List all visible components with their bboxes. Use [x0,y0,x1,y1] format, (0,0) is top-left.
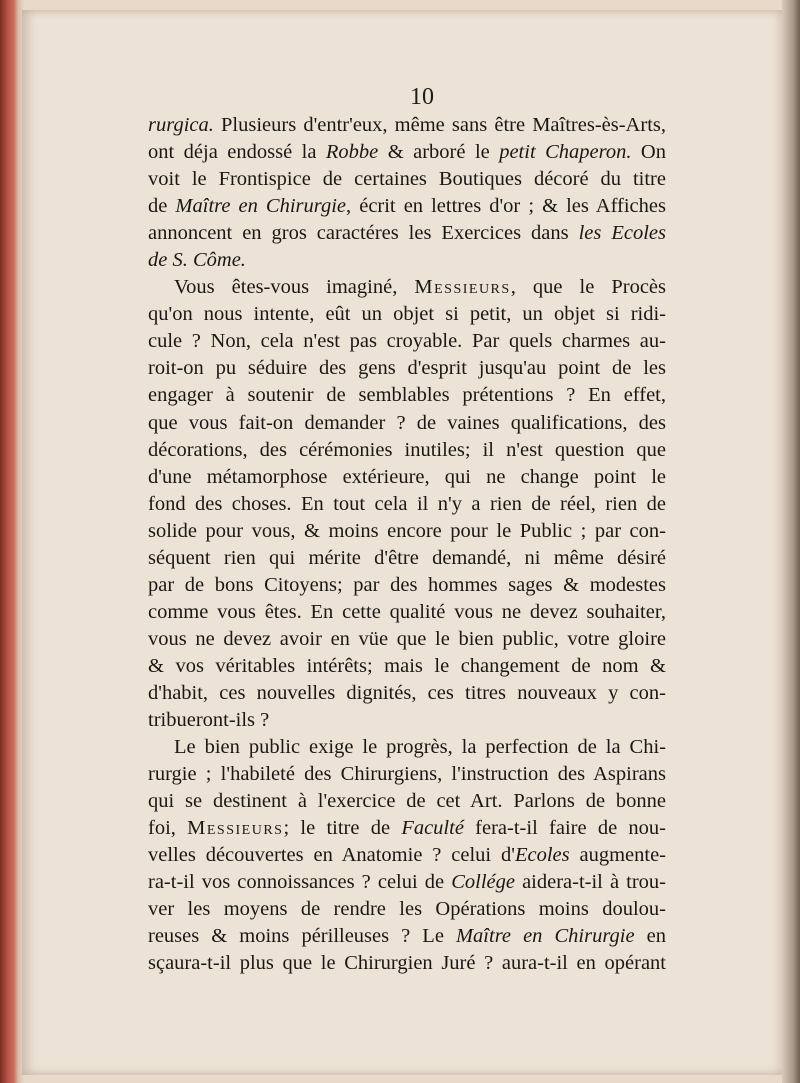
text-line [148,410,666,437]
text-line [148,599,666,626]
text-line [148,923,666,950]
text-line [148,788,666,815]
text-run: augmente- [569,844,667,867]
text-run: de [148,195,176,218]
text-run: fond des choses. En tout cela il n'y a rien de réel, rien de [148,492,666,515]
text-run: Le bien public exige le progrès, la perfection de la Chi- [174,736,666,759]
text-run: , que le Procès [510,276,666,299]
text-run: ver les moyens de rendre les Opérations moins doulou- [148,898,666,921]
italic-text: rurgica. [148,114,214,136]
text-run: roit-on pu séduire des gens d'esprit jusqu'au point de les [148,357,666,380]
text-line [148,572,666,599]
italic-text: de S. Côme. [148,249,246,272]
text-line [148,220,666,247]
text-run: qu'on nous intente, eût un objet si petit, un objet si ridi- [148,303,666,326]
text-run: vous ne devez avoir en vüe que le bien public, votre gloire [148,627,666,650]
text-run: cule ? Non, cela n'est pas croyable. Par quels charmes au- [148,330,666,353]
text-line [148,707,666,734]
text-run: décorations, des cérémonies inutiles; il n'est question que [148,438,666,461]
text-run: ont déja endossé la [148,141,326,164]
text-line [148,382,666,409]
text-line [148,437,666,464]
text-run: & vos véritables intérêts; mais le changement de nom & [148,654,666,677]
text-run: reuses & moins périlleuses ? Le [148,925,456,948]
italic-text: les Ecoles [578,222,666,245]
italic-text: Ecoles [514,844,570,867]
text-run: solide pour vous, & moins encore pour le Public ; par con- [148,519,666,542]
text-run: qui se destinent à l'exercice de cet Art. Parlons de bonne [148,790,666,813]
text-line [148,626,666,653]
small-caps-text: Messieurs [187,817,284,840]
text-run: rurgie ; l'habileté des Chirurgiens, l'instruction des Aspirans [148,763,666,786]
text-line [148,247,666,274]
text-run: ra-t-il vos connoissances ? celui de [148,871,452,894]
text-line [148,518,666,545]
small-caps-text: Messieurs [414,276,511,299]
text-line [148,869,666,896]
text-line [148,815,666,842]
text-line [148,355,666,382]
text-run: , écrit en lettres d'or ; & les Affiches [346,195,666,218]
text-run: & arboré le [378,141,500,164]
text-line [148,166,666,193]
text-line [148,491,666,518]
text-line [148,464,666,491]
text-line [148,680,666,707]
text-line [148,545,666,572]
text-line [148,653,666,680]
text-run: On [631,141,666,164]
text-line [148,761,666,788]
text-run: d'habit, ces nouvelles dignités, ces titres nouveaux y con- [148,681,666,704]
body-text [148,112,666,978]
text-run: fera-t-il faire de nou- [463,817,666,840]
text-run: Plusieurs d'entr'eux, même sans être Maîtres-ès-Arts, [213,114,666,136]
italic-text: Collége [451,871,515,894]
text-line [148,274,666,301]
text-line [148,328,666,355]
text-run: annoncent en gros caractéres les Exercices dans [148,222,579,245]
text-run: foi, [148,817,188,840]
text-run: voit le Frontispice de certaines Boutiques décoré du titre [148,168,666,191]
text-line [148,112,666,139]
text-line [148,301,666,328]
text-run: ; le titre de [283,817,402,840]
italic-text: Maître en Chirurgie [455,925,635,948]
text-line [148,842,666,869]
italic-text: petit Chaperon. [499,141,632,164]
text-line [148,193,666,220]
text-run: que vous fait-on demander ? de vaines qualifications, des [148,411,666,434]
text-run: par de bons Citoyens; par des hommes sages & modestes [148,573,666,596]
italic-text: Maître en Chirurgie [175,195,347,218]
text-line [148,896,666,923]
text-run: velles découvertes en Anatomie ? celui d' [148,844,515,867]
text-run: aidera-t-il à trou- [514,871,666,894]
text-run: engager à soutenir de semblables prétentions ? En effet, [148,384,666,407]
page-edge [782,0,800,1083]
text-run: sçaura-t-il plus que le Chirurgien Juré ? aura-t-il en opérant [148,952,666,975]
text-run: d'une métamorphose extérieure, qui ne change point le [148,465,666,488]
text-line [148,139,666,166]
text-run: en [634,925,666,948]
text-line [148,950,666,977]
italic-text: Robbe [325,141,379,164]
text-run: séquent rien qui mérite d'être demandé, ni même désiré [148,546,666,569]
text-run: Vous êtes-vous imaginé, [174,276,415,299]
text-run: tribueront-ils ? [148,709,270,732]
italic-text: Faculté [401,817,464,840]
text-line [148,734,666,761]
page-number: 10 [410,84,434,110]
text-run: comme vous êtes. En cette qualité vous ne devez souhaiter, [148,600,666,623]
